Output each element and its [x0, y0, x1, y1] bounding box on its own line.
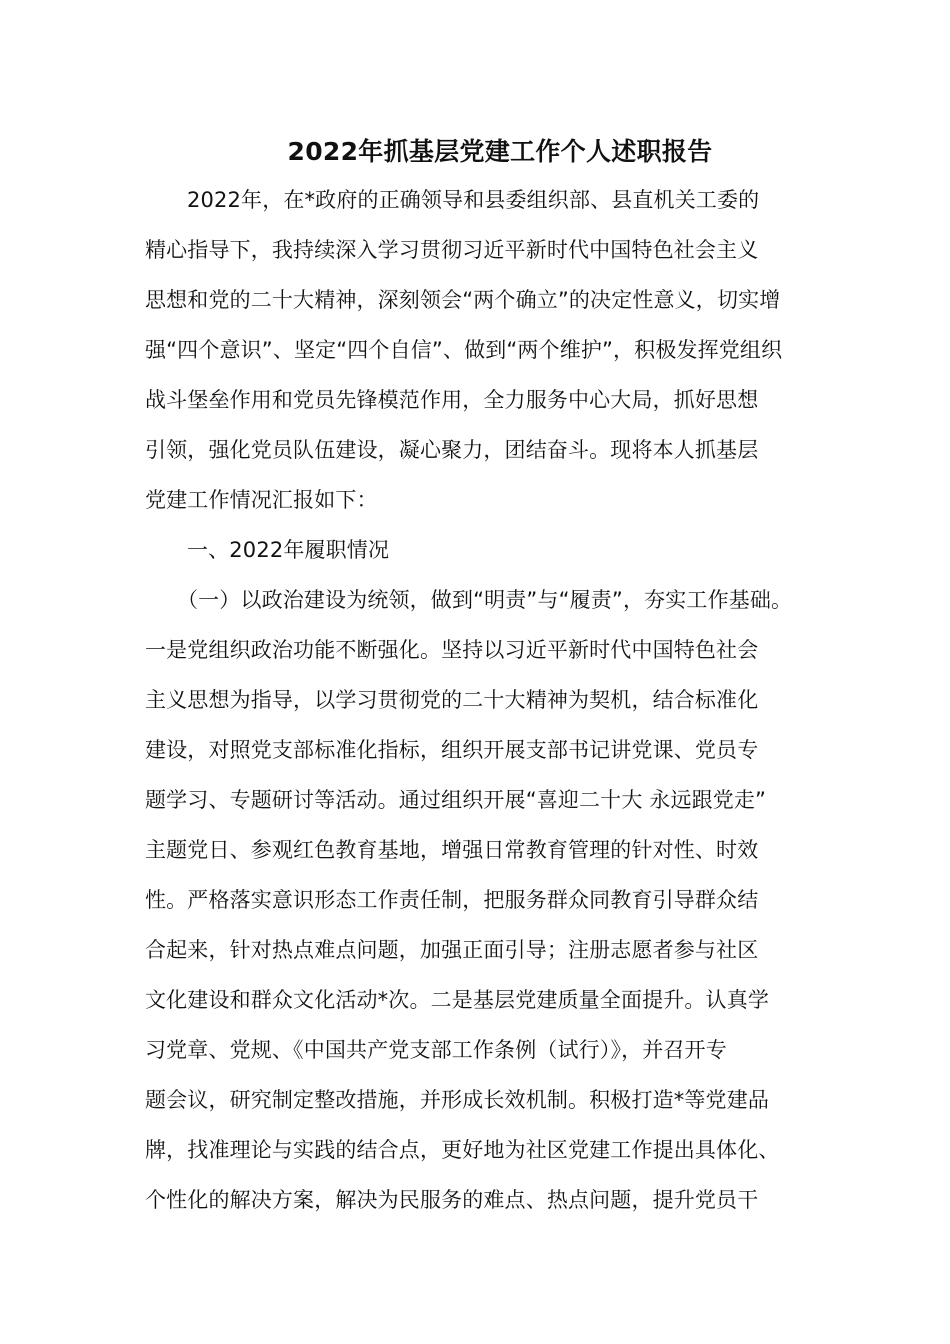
paragraph-line: 题学习、专题研讨等活动。通过组织开展“喜迎二十大 永远跟党走”	[145, 788, 767, 812]
paragraph-line: 文化建设和群众文化活动*次。二是基层党建质量全面提升。认真学	[145, 988, 769, 1012]
paragraph-line: 主题党日、参观红色教育基地，增强日常教育管理的针对性、时效	[145, 838, 759, 862]
paragraph-line: 主义思想为指导，以学习贯彻党的二十大精神为契机，结合标准化	[145, 688, 759, 712]
paragraph-line: 个性化的解决方案，解决为民服务的难点、热点问题，提升党员干	[145, 1188, 759, 1212]
subsection-heading: （一）以政治建设为统领，做到“明责”与“履责”，夯实工作基础。	[177, 588, 793, 612]
paragraph-line: 强“四个意识”、坚定“四个自信”、做到“两个维护”，积极发挥党组织	[145, 338, 783, 362]
paragraph-line: 建设，对照党支部标准化指标，组织开展支部书记讲党课、党员专	[145, 738, 759, 762]
paragraph-line: 引领，强化党员队伍建设，凝心聚力，团结奋斗。现将本人抓基层	[145, 438, 759, 462]
paragraph-line: 题会议，研究制定整改措施，并形成长效机制。积极打造*等党建品	[145, 1088, 769, 1112]
paragraph-line: 精心指导下，我持续深入学习贯彻习近平新时代中国特色社会主义	[145, 238, 759, 262]
paragraph-line: 思想和党的二十大精神，深刻领会“两个确立”的决定性意义，切实增	[145, 288, 781, 312]
paragraph-line: 2022年，在*政府的正确领导和县委组织部、县直机关工委的	[187, 188, 760, 212]
paragraph-line: 合起来，针对热点难点问题，加强正面引导；注册志愿者参与社区	[145, 938, 759, 962]
section-heading: 一、2022年履职情况	[187, 538, 390, 562]
paragraph-line: 一是党组织政治功能不断强化。坚持以习近平新时代中国特色社会	[145, 638, 759, 662]
document-title: 2022年抓基层党建工作个人述职报告	[287, 137, 713, 166]
paragraph-line: 性。严格落实意识形态工作责任制，把服务群众同教育引导群众结	[145, 888, 759, 912]
paragraph-line: 党建工作情况汇报如下：	[145, 488, 378, 512]
paragraph-line: 习党章、党规、《中国共产党支部工作条例（试行）》，并召开专	[145, 1038, 727, 1062]
paragraph-line: 牌，找准理论与实践的结合点，更好地为社区党建工作提出具体化、	[145, 1138, 780, 1162]
paragraph-line: 战斗堡垒作用和党员先锋模范作用，全力服务中心大局，抓好思想	[145, 388, 759, 412]
